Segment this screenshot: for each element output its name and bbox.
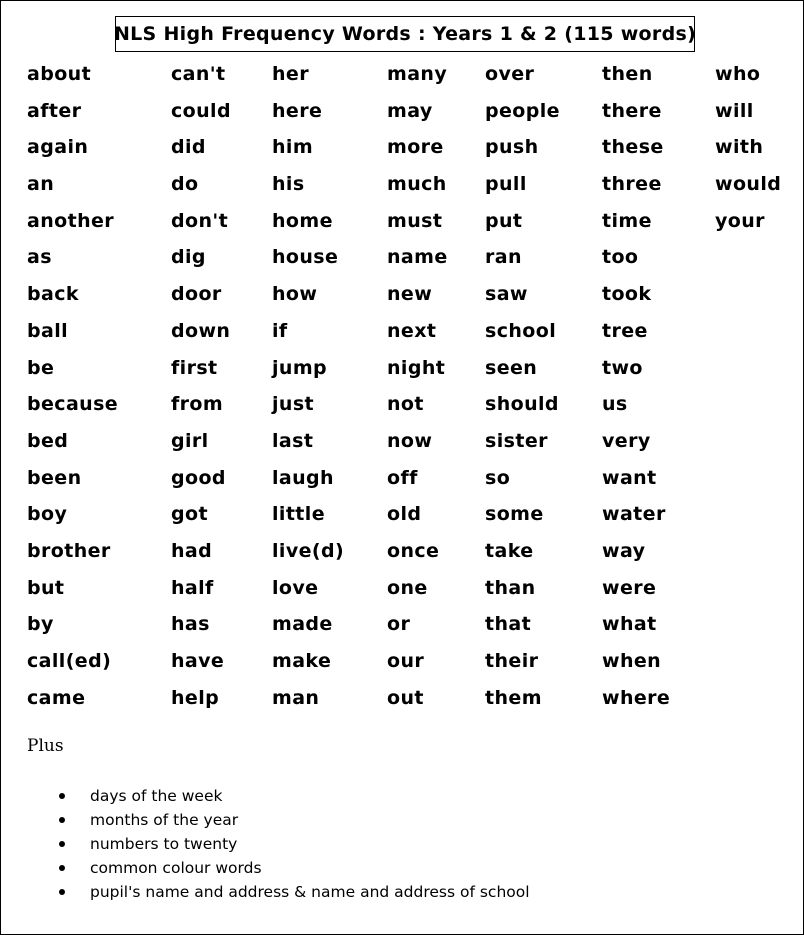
word: call(ed)	[27, 650, 112, 672]
word: could	[171, 99, 231, 122]
word: bed	[27, 429, 69, 452]
bullet-icon	[59, 841, 65, 847]
word: good	[171, 466, 226, 489]
word: can't	[171, 63, 226, 85]
list-item-text: numbers to twenty	[90, 835, 238, 853]
word-column-4	[387, 56, 448, 716]
word: did	[171, 136, 206, 159]
word: so	[485, 466, 511, 489]
word: your	[715, 209, 765, 232]
word: night	[387, 356, 446, 379]
word: girl	[171, 429, 209, 452]
word-column-5	[485, 56, 560, 716]
word: came	[27, 686, 86, 709]
word: by	[27, 613, 54, 636]
word: more	[387, 136, 444, 159]
word: when	[602, 650, 662, 672]
word: once	[387, 539, 440, 562]
word: must	[387, 209, 443, 232]
bullet-icon	[59, 865, 65, 871]
word: name	[387, 246, 448, 269]
word: with	[715, 136, 764, 159]
word: down	[171, 319, 231, 342]
word: seen	[485, 356, 538, 379]
word: home	[272, 209, 333, 232]
word: us	[602, 393, 628, 416]
word: again	[27, 136, 89, 159]
list-item	[57, 784, 530, 808]
page-title-text: NLS High Frequency Words : Years 1 & 2 (115 words)	[113, 23, 697, 45]
word: ball	[27, 319, 69, 342]
word: will	[715, 99, 754, 122]
list-item-text: common colour words	[90, 859, 262, 877]
word: who	[715, 63, 761, 85]
word: help	[171, 686, 220, 709]
word: took	[602, 283, 652, 306]
word: boy	[27, 503, 68, 526]
word: would	[715, 173, 782, 196]
word: make	[272, 650, 332, 672]
page-title	[115, 16, 695, 52]
word: laugh	[272, 466, 334, 489]
word: new	[387, 283, 433, 306]
word: if	[272, 319, 288, 342]
word: tree	[602, 319, 648, 342]
bullet-icon	[59, 889, 65, 895]
word: water	[602, 503, 666, 526]
word: time	[602, 209, 652, 232]
word: school	[485, 319, 557, 342]
word: three	[602, 173, 662, 196]
word-column-1	[27, 56, 118, 716]
word: were	[602, 576, 657, 599]
word: door	[171, 283, 222, 306]
list-item	[57, 808, 530, 832]
word: has	[171, 613, 210, 636]
word: from	[171, 393, 224, 416]
word: love	[272, 576, 319, 599]
word: very	[602, 429, 651, 452]
word: put	[485, 209, 523, 232]
word-column-3	[272, 56, 344, 716]
word: them	[485, 686, 542, 709]
word: got	[171, 503, 208, 526]
word: had	[171, 539, 213, 562]
word: another	[27, 209, 115, 232]
word: these	[602, 136, 664, 159]
word: out	[387, 686, 424, 709]
word: be	[27, 356, 55, 379]
word: her	[272, 63, 309, 85]
word: many	[387, 63, 448, 85]
word: pull	[485, 173, 527, 196]
word: that	[485, 613, 532, 636]
word: don't	[171, 209, 229, 232]
word: old	[387, 503, 422, 526]
word: too	[602, 246, 639, 269]
word: after	[27, 99, 82, 122]
word: one	[387, 576, 428, 599]
list-item-text: months of the year	[90, 811, 239, 829]
word: but	[27, 576, 65, 599]
word: brother	[27, 539, 111, 562]
word: people	[485, 99, 560, 122]
word: here	[272, 99, 323, 122]
word-column-2	[171, 56, 231, 716]
word: push	[485, 136, 539, 159]
word: then	[602, 63, 653, 85]
word: last	[272, 429, 314, 452]
word: man	[272, 686, 320, 709]
word: about	[27, 63, 92, 85]
word: his	[272, 173, 305, 196]
word: may	[387, 99, 433, 122]
word: two	[602, 356, 643, 379]
word: back	[27, 283, 79, 306]
word: than	[485, 576, 536, 599]
word: their	[485, 650, 539, 672]
word: made	[272, 613, 333, 636]
word: do	[171, 173, 199, 196]
list-item	[57, 832, 530, 856]
word: or	[387, 613, 411, 636]
word: little	[272, 503, 325, 526]
word: ran	[485, 246, 522, 269]
list-item-text: pupil's name and address & name and address of school	[90, 883, 530, 901]
list-item-text: days of the week	[90, 787, 223, 805]
word: there	[602, 99, 662, 122]
word: over	[485, 63, 535, 85]
word: way	[602, 539, 646, 562]
word: an	[27, 173, 55, 196]
word: what	[602, 613, 657, 636]
word: should	[485, 393, 559, 416]
word: some	[485, 503, 544, 526]
bullet-icon	[59, 793, 65, 799]
word: been	[27, 466, 82, 489]
word: much	[387, 173, 447, 196]
word: just	[272, 393, 315, 416]
word: as	[27, 246, 52, 269]
word: next	[387, 319, 437, 342]
word: dig	[171, 246, 206, 269]
word: because	[27, 393, 119, 416]
word: take	[485, 539, 534, 562]
list-item	[57, 880, 530, 904]
word-column-6	[602, 56, 670, 716]
word: our	[387, 650, 425, 672]
word: first	[171, 356, 218, 379]
word: live(d)	[272, 539, 345, 562]
word: where	[602, 686, 671, 709]
word: not	[387, 393, 424, 416]
word: want	[602, 466, 657, 489]
word: him	[272, 136, 314, 159]
plus-heading: Plus	[27, 736, 64, 756]
plus-list	[57, 784, 530, 904]
word: sister	[485, 429, 548, 452]
word: half	[171, 576, 214, 599]
bullet-icon	[59, 817, 65, 823]
word: saw	[485, 283, 528, 306]
word: house	[272, 246, 339, 269]
word-column-7	[715, 56, 781, 239]
word: have	[171, 650, 225, 672]
word: off	[387, 466, 418, 489]
word: now	[387, 429, 433, 452]
list-item	[57, 856, 530, 880]
word: how	[272, 283, 318, 306]
word: jump	[272, 356, 328, 379]
